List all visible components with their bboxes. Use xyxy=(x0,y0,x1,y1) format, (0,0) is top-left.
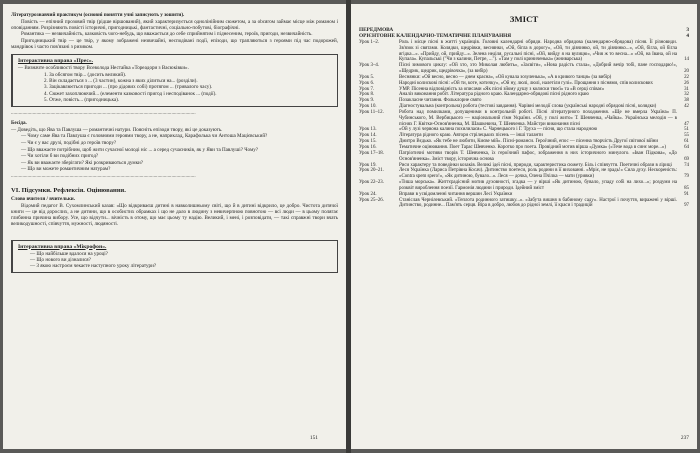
press-item: 4. Сюжет захоплюючий... (елементи казковості пригод і несподіванок ... (події). xyxy=(44,90,217,97)
toc-row-label: Урок 6. xyxy=(359,80,375,86)
toc-row-page: 32 xyxy=(684,92,689,98)
toc-row-text: УМР. Пісенна відповідність за описами «Як пісні зйому душу з колиски твоєї» та «В серці співає» xyxy=(399,86,605,92)
toc-row-page: 42 xyxy=(684,104,689,110)
press-item: 5. Отже, повість... (пригодницька). xyxy=(44,96,120,103)
toc-row-label: Урок 13. xyxy=(359,127,377,133)
toc-plan-label: ОРІЄНТОВНЕ КАЛЕНДАРНО-ТЕМАТИЧНЕ ПЛАНУВАННЯ xyxy=(359,33,512,40)
toc-row xyxy=(359,110,689,128)
microphone-question: — Що найбільше вдалося на уроці? xyxy=(30,250,108,257)
toc-row-text: Веснянки: «Ой весно, весно — днем красна», «Ой кувала зозуленька», «А в кривого танця» (за вибір) xyxy=(399,74,612,80)
microphone-questions xyxy=(18,251,333,270)
toc-row-label: Урок 11–12. xyxy=(359,109,384,115)
toc-row-text: Народні колискові пісні: «Ой ти, коте, котичку», «Ой ну, люлі, люлі, налетіли гулі». Прощання з піснями, спів колискових xyxy=(399,80,653,86)
toc-row-text: Дмитро Вєдько. «Як тебе не любити, Києве мій». Пісні-романси. Героїчний, епос — пісенна творчість Другої світової війни xyxy=(399,139,658,145)
discussion-question: — Що ви можете романтичним натурам? xyxy=(21,166,111,173)
left-page xyxy=(3,4,346,449)
microphone-exercise-title: Інтерактивна вправа «Мікрофон». xyxy=(18,243,107,250)
press-exercise-box xyxy=(11,54,338,107)
toc-row-label: Урок 1–2. xyxy=(359,39,380,45)
toc-row-label: Урок 16. xyxy=(359,145,377,150)
page-number: 237 xyxy=(680,435,689,441)
toc-row-text: Вправи в усвідомленні читання вершин Лесі Українки xyxy=(399,191,513,197)
story-definition: Повість — епічний прозовий твір (рідше віршований), який характеризується однолінійним сюжетом, а за obсягом займає місце між романом і оповіданням. Розрізняють повісті історичні, пригодницькі, фантастичні, соціально-побутові, біографічні. xyxy=(11,18,338,31)
discussion-title: Бесіда. xyxy=(11,120,27,127)
toc-row-label: Урок 8. xyxy=(359,92,375,98)
toc-row xyxy=(359,198,689,210)
press-exercise-title: Інтерактивна вправа «Прес». xyxy=(18,58,94,65)
microphone-question: — Що нового ви дізналися? xyxy=(30,256,91,263)
adventure-definition: Пригодницький твір — це твір, у якому зображені незвичайні, несподівані події, епізоди, що трапляються з героями під час подорожей, мандрівок і часто пов'язані з ризиком. xyxy=(11,37,338,51)
toc-row-text: «Ой у лузі червона калина похилилася» С. Чарнецького і Г. Труха — пісня, що стала народною xyxy=(399,127,598,133)
discussion-question: — Чи хотіли б ви подібних пригод? xyxy=(21,153,99,160)
divider-dots: ................................................................................................................................................. xyxy=(11,172,196,179)
toc-row-page: 85 xyxy=(684,185,689,191)
press-item: 3. Зацікавлюється пригоди ... (про дідових собі) протягом ... (тривалого часу). xyxy=(44,84,213,91)
discussion-question: — Що вважаєте потрібним, щоб жити сучасної молоді ніс ... а серед сучасників, як у Яви та Павлуші? Чому? xyxy=(21,146,259,153)
toc-row-page: 61 xyxy=(684,139,689,145)
toc-row-page: 47 xyxy=(684,121,689,127)
toc-rows xyxy=(359,40,689,209)
toc-row xyxy=(359,63,689,75)
toc-row-label: Урок 10. xyxy=(359,104,377,110)
toc-row-text: Аналіз виконання робіт. Література рідного краю. Календарно-обрядові пісні рідного краю xyxy=(399,92,589,98)
toc-row-label: Урок 22–23. xyxy=(359,180,384,186)
toc-row-text: Позакласне читання. Фольклорне свято xyxy=(399,98,482,104)
divider-dots: ................................................................................................................................................. xyxy=(11,110,196,116)
page-number: 151 xyxy=(309,435,318,441)
discussion-question: — Чи є у вас друзі, подібні до героїв твору? xyxy=(21,139,117,146)
toc-row-label: Урок 5. xyxy=(359,74,375,80)
press-item: 2. Він складається з ... (3 частин), кожна з яких ділиться на... (розділи). xyxy=(44,78,198,85)
toc-row-label: Урок 24. xyxy=(359,191,377,197)
toc-row-text: Роль і місце пісні в житті українців. Головні календарні обряди. Народна обрядова (календарно-обрядова) пісня. Її різновиди. Зв'язок зі святами. Колядки, щедрівки, веснянки, «Ой, бігла в дорогу», «Ой, ти дівчинко, ой, ти дівчинко...», «Ой, бігла, ой бігла ягідка...». «Прийду, ой, прийду...». Зелена неділя, русальні пісні, «Ой, вийду я на вулицю», «Чия ж то весна...» «Ой, на Івана, ой на Купала». Купальські ("Чи з калини, Петре, ..."). «Там у полі криниченька» (жниварська) xyxy=(399,39,677,63)
toc-row-label: Урок 19. xyxy=(359,162,377,168)
toc-row-label: Урок 25–26. xyxy=(359,197,384,203)
toc-row xyxy=(359,151,689,163)
toc-row-label: Урок 3–4. xyxy=(359,63,380,69)
toc-row-label: Урок 20–21. xyxy=(359,168,384,174)
toc-row-page: 31 xyxy=(684,86,689,92)
toc-row-text: Діагностувальна (контрольна) робота (тестові завдання). Чарівні мелодії слова (українські народні обрядові пісні, колядки) xyxy=(399,104,657,110)
microphone-question: — З якою настроєм чекаєте наступного уроку літератури? xyxy=(30,262,157,269)
microphone-exercise-box xyxy=(11,240,338,274)
toc-row-page: 69 xyxy=(684,156,689,162)
discussion-question: — Як ви вважаєте зберігати? Які розкриваються думки? xyxy=(21,159,144,166)
discussion-questions xyxy=(11,133,338,172)
toc-row-page: 55 xyxy=(684,133,689,139)
discussion-question: — Чому саме Ява та Павлуша є головними героями твору, а не, наприклад, Карафолька чи Антоша Мацієвський? xyxy=(21,133,268,140)
toc-row-label: Урок 7. xyxy=(359,86,375,92)
toc-row-label: Урок 14. xyxy=(359,133,377,139)
toc-row-page: 79 xyxy=(684,174,689,180)
toc-foreword-label: ПЕРЕДМОВА xyxy=(359,27,394,33)
toc-row-page: 38 xyxy=(684,98,689,104)
toc-row-page: 51 xyxy=(684,127,689,133)
toc-row-text: Література рідного краю. Автори стрілецьких пісень — інші таланти xyxy=(399,133,543,139)
toc-row-label: Урок 9. xyxy=(359,98,375,104)
section-six-heading: VI. Підсумки. Рефлексія. Оцінювання. xyxy=(11,187,126,195)
teacher-word-text: Відомий педагог В. Сухомлинський казав: «Що відкриваєш дитині в навколишньому світі, що й в дитині відкрило, це добро. Чистота дитячої книги — це від дорослих, а не дитини, що в особистих обрамках і що не дало в людину з невичерпною повнотою — всі люди — в цьому полягає глибинна причина вибору. Усе, що відчути... вічність в отому, що має цьому ту надію. Великий, і мені, і розповідати, — такі справжні твори вчать великодушності, співчуття, мужності, людяності. xyxy=(11,202,338,228)
toc-row-page: 14 xyxy=(684,57,689,63)
toc-row-text: Риси характеру та поведінки козаків. Великі ідеї пісні, природи, характеристика сюжету. Біль і співчуття. Поетичні образи в ліриці xyxy=(399,162,672,168)
press-question: — Визначте особливості твору Всеволода Нестайка «Тореадори з Васюківки». xyxy=(18,65,189,72)
right-page xyxy=(351,4,697,449)
toc-row-text: «Тиша морська». Життєрадісний мотив духовності, згадка — у вірші «Як дитиною, бувало, упаду собі на лихо...»; роздуми на розквіт вироблення поезії. Гармонія людини і природи. Ідейний зміст xyxy=(399,180,677,191)
toc-row-label: Урок 17–18. xyxy=(359,150,384,156)
teacher-word-title: Слово вчителя / вчительки. xyxy=(11,196,76,203)
toc-row-text: Леся Українка (Лариса Петрівна Косач). Дитинство поетеси, роль родини в її вихованні. «Мріє, не зрадь!» Сила духу. Нескореність: «Contra spem spero!», «Як дитиною, бувало...». Леся — дочка, Олена Пчілка — мати (уривки) xyxy=(399,168,677,180)
toc-row-page: 74 xyxy=(684,162,689,168)
romance-definition: Романтика — незвичайність, казковість чого-небудь, що вважається до себе сприйнятим і піднесеним, героїв, пригоди, незвичайність. xyxy=(21,31,313,38)
press-items xyxy=(18,72,333,103)
contents-title: ЗМІСТ xyxy=(509,14,539,24)
toc-row xyxy=(359,40,689,63)
toc-row-page: 97 xyxy=(684,203,689,209)
toc-row-page: 64 xyxy=(684,145,689,150)
practicum-heading: Літературознавчий практикум (основні поняття учні записують у зошити). xyxy=(11,12,185,18)
toc-row-text: Робота над помилками, допущеними в контрольній роботі. Пісні літературного походження. «Ще не вмерла Україна» П. Чубинського, М. Вербицького — національний гімн України. «Ой, у полі жито» Т. Шевченка, «Чайка». Українська мелодія — в піснях Г. Квітки-Основ'яненка, М. Шашкевича, Т. Шевченка. Майстри виконання пісні xyxy=(399,109,677,127)
discussion-intro: — Доведіть, що Ява та Павлуша — романтичні натури. Поясніть епізоди твору, які це доказують. xyxy=(11,126,223,133)
press-item: 1. За обсягом твір... (досить великий). xyxy=(44,71,127,78)
toc-plan-page: 4 xyxy=(686,33,689,40)
toc-row-page: 20 xyxy=(684,69,689,75)
toc-row-text: Пісні зимового циклу: «Ой хто, хто Миколая любить», «Засвіти», «Нова радість стала», «Добрий вечір тобі, пане господарю!», «Щедрик, щедрик, щедрівочка», (за вибір) xyxy=(399,63,677,75)
toc-row-text: Патріотичні мотиви творів Т. Шевченка, їх героїчний пафос, зображення в них історичного минулого. «Іван Підкова», «До Основ'яненка». Зміст твору, історична основа xyxy=(399,150,677,162)
toc-row-label: Урок 15. xyxy=(359,139,377,145)
toc-row-page: 91 xyxy=(684,191,689,197)
toc-row-text: Тематичне оцінювання. Поет Тарас Шевченко. Коротко про поета. Провідний мотив вірша «Думка» («Тече вода в синє море...») xyxy=(399,145,666,150)
toc-row-page: 22 xyxy=(684,74,689,80)
toc-row xyxy=(359,180,689,192)
toc-row-page: 26 xyxy=(684,80,689,86)
toc-foreword-page: 3 xyxy=(686,27,689,33)
toc-row-text: Станіслав Чернілевський. «Теплота родинного затишку...». «Забута вишня в бабиному саду». Настрої і почуття, виражені у вірші. Дитинство, родинне... Пам'ять серця. Віра в добро, любов до рідної землі, її краси і традицій xyxy=(399,197,677,209)
toc-row xyxy=(359,168,689,180)
